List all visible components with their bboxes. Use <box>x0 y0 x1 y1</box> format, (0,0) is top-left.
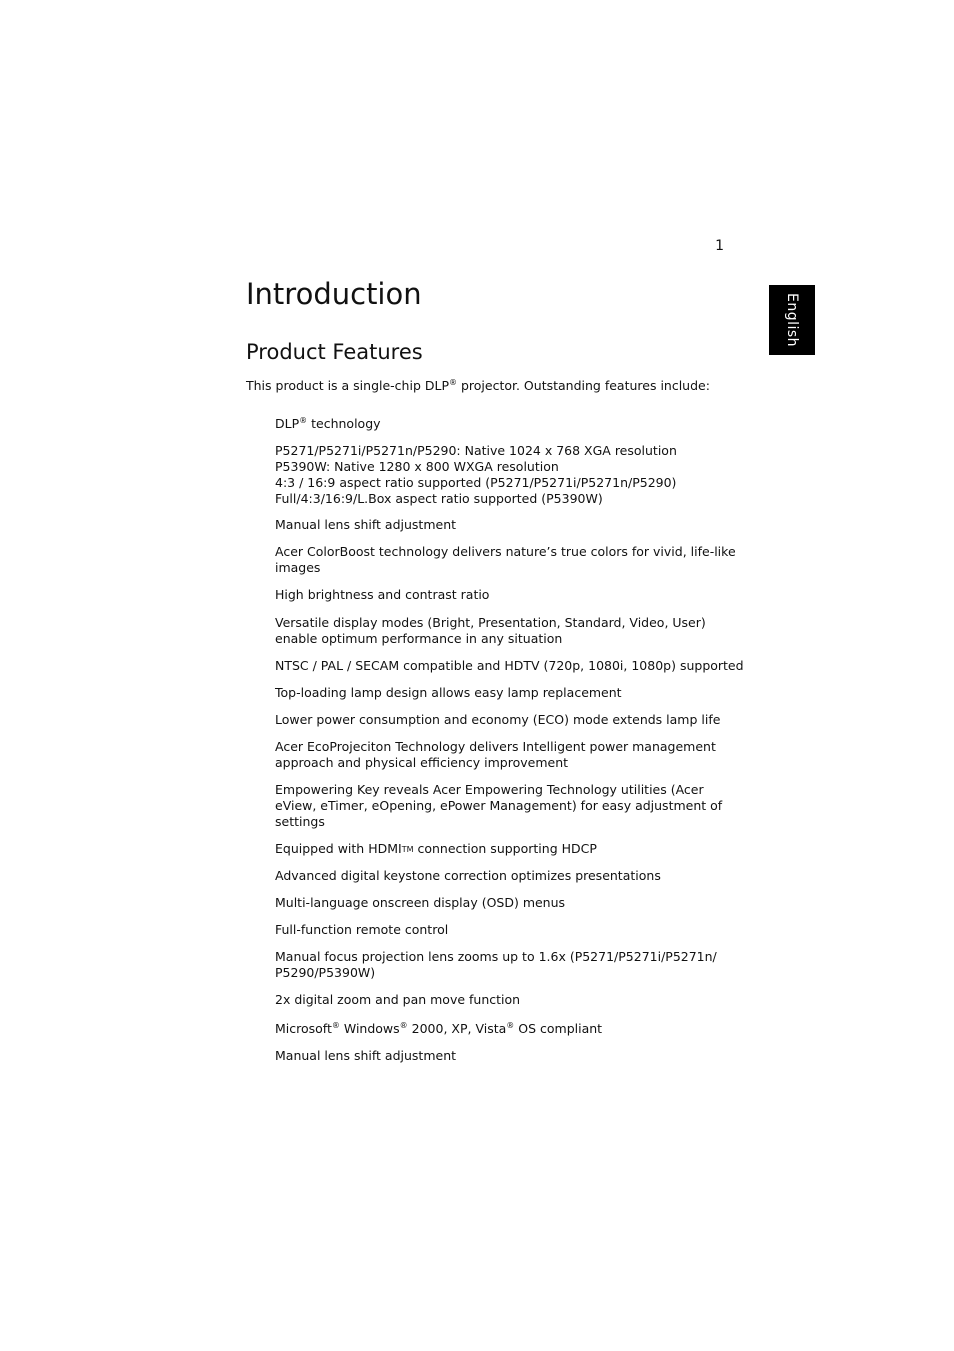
feature-line: settings <box>275 814 325 829</box>
language-tab-label: English <box>784 292 800 348</box>
feature-line: Advanced digital keystone correction optimizes presentations <box>275 868 661 883</box>
feature-line: Manual lens shift adjustment <box>275 1048 457 1063</box>
intro-text-start: This product is a single-chip DLP <box>246 378 449 393</box>
feature-line: 2x digital zoom and pan move function <box>275 992 521 1007</box>
feature-text: DLP <box>275 416 300 431</box>
feature-text: 2000, XP, Vista <box>407 1021 507 1036</box>
feature-keystone <box>275 868 735 884</box>
registered-mark: ® <box>506 1021 515 1030</box>
registered-mark: ® <box>399 1021 408 1030</box>
feature-display-modes <box>275 615 735 647</box>
trademark-mark: TM <box>401 845 414 854</box>
feature-hdmi <box>275 841 735 858</box>
feature-digital-zoom <box>275 992 735 1008</box>
page-number: 1 <box>715 238 724 254</box>
feature-empowering <box>275 782 735 830</box>
feature-line: Acer EcoProjeciton Technology delivers Intelligent power management <box>275 739 716 754</box>
feature-line: 4:3 / 16:9 aspect ratio supported (P5271/P5271i/P5271n/P5290) <box>275 475 677 490</box>
feature-text: OS compliant <box>514 1021 603 1036</box>
registered-mark: ® <box>448 378 457 387</box>
feature-line: Full-function remote control <box>275 922 449 937</box>
feature-ecoprojection <box>275 739 735 771</box>
feature-line: Multi-language onscreen display (OSD) menus <box>275 895 566 910</box>
section-title: Product Features <box>246 340 423 364</box>
feature-line: enable optimum performance in any situation <box>275 631 563 646</box>
feature-line: P5390W: Native 1280 x 800 WXGA resolution <box>275 459 559 474</box>
intro-text-end: projector. Outstanding features include: <box>456 378 710 393</box>
feature-line: P5290/P5390W) <box>275 965 376 980</box>
feature-text: Microsoft <box>275 1021 332 1036</box>
feature-brightness <box>275 587 735 603</box>
feature-line: Top-loading lamp design allows easy lamp replacement <box>275 685 622 700</box>
feature-text: technology <box>307 416 381 431</box>
feature-line: Acer ColorBoost technology delivers nature’s true colors for vivid, life-like <box>275 544 736 559</box>
feature-line: Manual lens shift adjustment <box>275 517 457 532</box>
registered-mark: ® <box>331 1021 340 1030</box>
feature-line: Manual focus projection lens zooms up to 1.6x (P5271/P5271i/P5271n/ <box>275 949 717 964</box>
feature-text: connection supporting HDCP <box>413 841 597 856</box>
feature-line: approach and physical efficiency improvement <box>275 755 569 770</box>
feature-line: High brightness and contrast ratio <box>275 587 490 602</box>
registered-mark: ® <box>299 416 308 425</box>
feature-line <box>275 416 735 432</box>
feature-zoom-lens <box>275 949 735 981</box>
feature-windows <box>275 1021 735 1037</box>
feature-lens-shift-2 <box>275 1048 735 1064</box>
feature-resolution <box>275 443 735 507</box>
feature-dlp <box>275 416 735 432</box>
feature-remote <box>275 922 735 938</box>
feature-lens-shift <box>275 517 735 533</box>
feature-line: Lower power consumption and economy (ECO) mode extends lamp life <box>275 712 721 727</box>
feature-text: Equipped with HDMI <box>275 841 402 856</box>
feature-line: images <box>275 560 321 575</box>
feature-eco <box>275 712 735 728</box>
feature-lamp <box>275 685 735 701</box>
feature-line: Empowering Key reveals Acer Empowering Technology utilities (Acer <box>275 782 704 797</box>
feature-ntsc <box>275 658 744 674</box>
feature-line <box>275 1021 735 1037</box>
feature-line: eView, eTimer, eOpening, ePower Management) for easy adjustment of <box>275 798 723 813</box>
page-title: Introduction <box>246 277 422 311</box>
feature-line <box>275 841 735 858</box>
language-tab <box>769 285 815 355</box>
feature-line: Full/4:3/16:9/L.Box aspect ratio supported (P5390W) <box>275 491 603 506</box>
feature-line: P5271/P5271i/P5271n/P5290: Native 1024 x 768 XGA resolution <box>275 443 677 458</box>
feature-osd <box>275 895 735 911</box>
feature-line: Versatile display modes (Bright, Presentation, Standard, Video, User) <box>275 615 706 630</box>
feature-line: NTSC / PAL / SECAM compatible and HDTV (720p, 1080i, 1080p) supported <box>275 658 744 673</box>
feature-text: Windows <box>339 1021 400 1036</box>
feature-colorboost <box>275 544 735 576</box>
intro-paragraph <box>246 378 710 394</box>
